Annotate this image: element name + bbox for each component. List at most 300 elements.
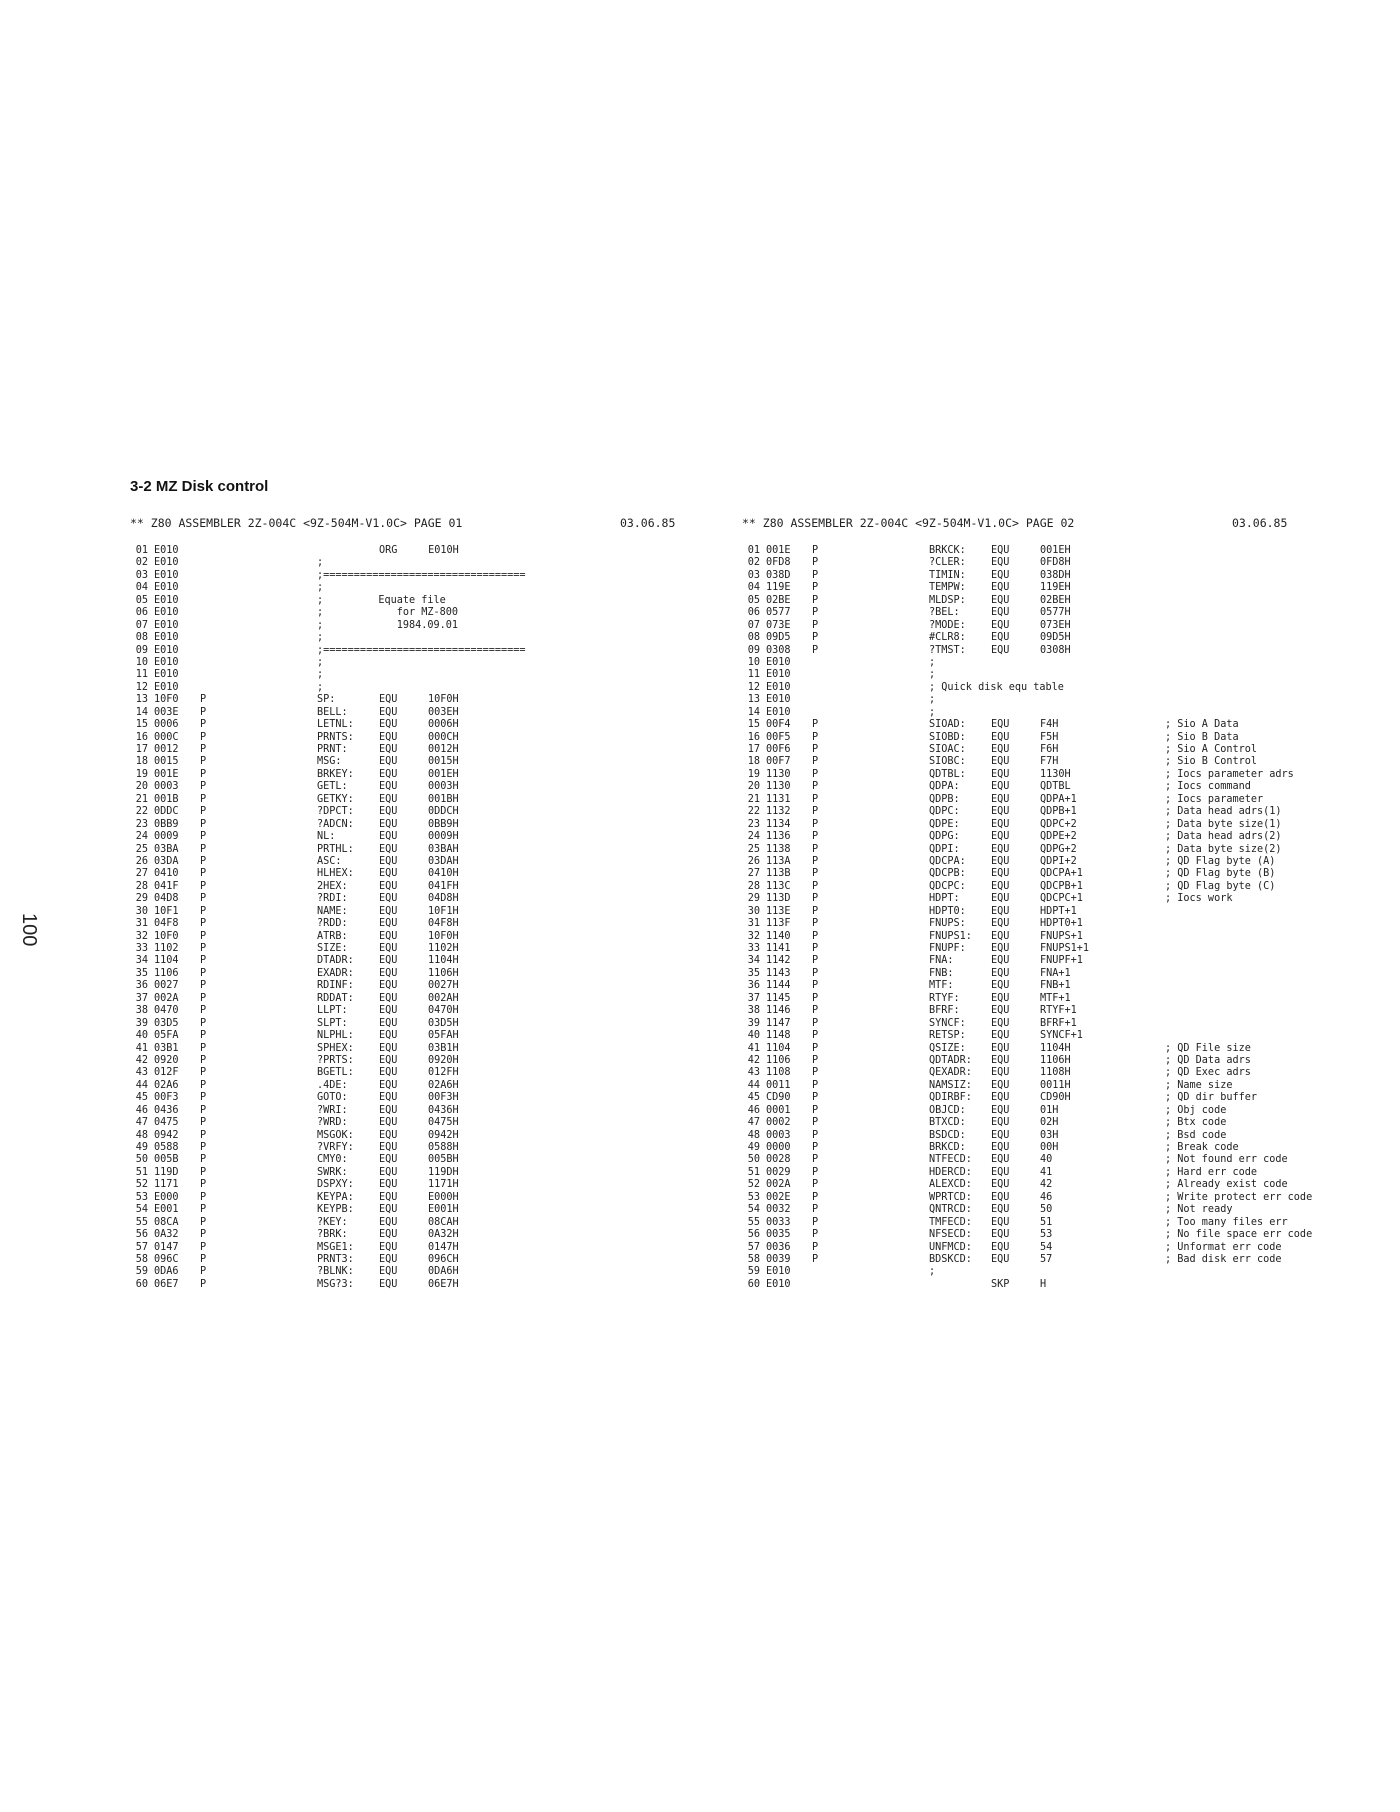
address: 001E [154,768,179,780]
code-line [742,1241,1282,1254]
opcode: EQU [379,868,398,880]
page-flag: P [812,1017,819,1029]
code-line [130,1117,459,1129]
label: HDERCD: [929,1166,972,1178]
comment: ; Iocs command [1165,781,1251,793]
line-number: 16 [747,731,760,743]
opcode: EQU [379,1191,398,1203]
address: E010 [766,669,791,681]
opcode: EQU [379,855,398,867]
opcode: EQU [379,744,398,755]
operand: 0147H [428,1241,459,1253]
opcode: EQU [379,1142,398,1153]
operand: 02BEH [1040,594,1071,606]
code-line [130,569,526,582]
opcode: EQU [379,880,398,892]
address: 113A [766,855,791,867]
code-line [742,1154,1288,1166]
label: QDCPB: [929,868,966,880]
line-number: 07 [747,619,760,631]
comment: ; Hard err code [1165,1166,1258,1178]
address: 00F4 [766,719,791,731]
page-flag: P [812,756,819,768]
opcode: EQU [991,1229,1010,1241]
address: 0029 [766,1166,791,1178]
operand: H [1040,1278,1047,1290]
line-number: 23 [747,818,760,830]
code-line [742,582,1071,594]
label: ; [929,694,936,706]
listing-page-01 [130,516,676,1291]
comment: ; Iocs parameter [1165,793,1264,805]
page-flag: P [200,930,207,942]
opcode: EQU [991,731,1010,743]
label: ATRB: [317,930,348,942]
page-flag: P [812,793,819,805]
address: 09D5 [766,632,791,644]
comment: ; Btx code [1165,1117,1227,1129]
label: BRKCK: [929,545,966,556]
address: 1141 [766,943,791,954]
address: 041F [154,880,179,892]
operand: 03BAH [428,843,459,855]
label: KEYPB: [317,1204,354,1216]
label: FNUPF: [929,943,966,954]
opcode: EQU [379,1117,398,1129]
label: UNFMCD: [929,1241,972,1253]
operand: 10F0H [428,694,459,706]
comment: ; QD Flag byte (C) [1165,880,1276,892]
label: ; [929,706,936,718]
address: 03BA [154,843,179,855]
operand: 1104H [428,955,459,967]
line-number: 28 [747,880,760,892]
operand: 0003H [428,781,459,793]
opcode: EQU [991,1104,1010,1116]
operand: 001EH [428,768,459,780]
page-flag: P [812,632,819,644]
opcode: EQU [991,806,1010,818]
code-line [742,880,1276,893]
page-flag: P [812,992,819,1004]
label: KEYPA: [317,1191,354,1203]
code-line [130,1030,459,1042]
address: E010 [766,706,791,718]
operand: 42 [1040,1179,1053,1191]
address: 10F0 [154,694,179,706]
label: ?ADCN: [317,818,354,830]
address: 113F [766,918,791,930]
label: SIOAC: [929,744,966,755]
code-line [130,656,324,669]
page-flag: P [200,1092,207,1104]
operand: F5H [1040,731,1059,743]
code-line [130,1129,459,1142]
opcode: SKP [991,1278,1010,1290]
line-number: 35 [747,967,760,979]
address: 1171 [154,1179,179,1191]
code-line [130,781,459,793]
opcode: EQU [991,868,1010,880]
line-number: 14 [135,706,148,718]
label: NFSECD: [929,1229,972,1241]
opcode: EQU [991,569,1010,581]
opcode: EQU [991,1030,1010,1042]
operand: QDCPC+1 [1040,893,1083,905]
address: 03D5 [154,1017,179,1029]
opcode: EQU [991,1253,1010,1265]
page-flag: P [812,980,819,992]
label: RTYF: [929,992,960,1004]
label: QDPE: [929,818,960,830]
operand: 001EH [1040,545,1071,556]
header-date: 03.06.85 [1232,516,1288,530]
address: 0028 [766,1154,791,1166]
address: 1102 [154,943,179,954]
code-line [130,955,459,967]
line-number: 05 [747,594,760,606]
code-line [130,831,459,843]
operand: 08CAH [428,1216,459,1228]
label: MSGE1: [317,1241,354,1253]
label: OBJCD: [929,1104,966,1116]
line-number: 39 [135,1017,148,1029]
label: QDCPC: [929,880,966,892]
line-number: 59 [747,1266,760,1278]
page-flag: P [812,1216,819,1228]
code-line [130,930,459,943]
address: 0032 [766,1204,791,1216]
line-number: 41 [135,1042,148,1054]
opcode: EQU [379,1266,398,1278]
label: ; for MZ-800 [317,607,459,619]
code-line [130,1278,459,1291]
page-flag: P [200,781,207,793]
opcode: EQU [991,1129,1010,1141]
code-line [130,1054,459,1067]
address: 002A [154,992,179,1004]
code-line [742,1092,1258,1104]
listing-page-02 [742,516,1313,1291]
label: ; 1984.09.01 [317,619,459,631]
label: ?BRK: [317,1229,348,1241]
operand: 0588H [428,1142,459,1153]
address: 00F6 [766,744,791,755]
label: ; [317,557,324,569]
operand: 1130H [1040,768,1071,780]
line-number: 23 [135,818,148,830]
address: 1131 [766,793,791,805]
label: ; [317,582,324,594]
code-line [742,1017,1077,1030]
operand: 002AH [428,992,459,1004]
label: BTXCD: [929,1117,966,1129]
address: 0588 [154,1142,179,1153]
listing-rows [130,545,526,1291]
operand: FNB+1 [1040,980,1071,992]
page-flag: P [200,1117,207,1129]
address: 1132 [766,806,791,818]
comment: ; Sio A Control [1165,744,1258,755]
line-number: 59 [135,1266,148,1278]
address: 113E [766,905,791,917]
label: SWRK: [317,1166,348,1178]
address: 0DDC [154,806,179,818]
operand: 1102H [428,943,459,954]
label: TIMIN: [929,569,966,581]
line-number: 36 [135,980,148,992]
page-flag: P [812,1030,819,1042]
operand: 0DDCH [428,806,459,818]
label: QDTADR: [929,1054,972,1066]
page-flag: P [812,943,819,954]
code-line [742,756,1258,768]
code-line [742,1191,1313,1204]
code-line [130,1154,459,1166]
code-line [130,632,324,644]
page-flag: P [812,781,819,793]
operand: 0410H [428,868,459,880]
line-number: 27 [747,868,760,880]
operand: F6H [1040,744,1059,755]
line-number: 53 [747,1191,760,1203]
code-line [130,992,459,1005]
page-flag: P [200,1054,207,1066]
line-number: 41 [747,1042,760,1054]
line-number: 01 [747,545,760,556]
address: E010 [766,1266,791,1278]
operand: 0436H [428,1104,459,1116]
comment: ; Sio B Data [1165,731,1239,743]
operand: HDPT+1 [1040,905,1077,917]
page-flag: P [812,1154,819,1166]
address: 0006 [154,719,179,731]
address: 1130 [766,768,791,780]
code-line [130,1042,459,1055]
line-number: 07 [135,619,148,631]
address: 0147 [154,1241,179,1253]
listing-header [130,516,676,530]
line-number: 13 [135,694,148,706]
operand: QDPA+1 [1040,793,1077,805]
operand: F7H [1040,756,1059,768]
address: 0036 [766,1241,791,1253]
page-flag: P [812,719,819,731]
opcode: EQU [991,1079,1010,1091]
page-flag: P [200,1017,207,1029]
operand: 096CH [428,1253,459,1265]
opcode: EQU [379,1229,398,1241]
label: DSPXY: [317,1179,354,1191]
opcode: EQU [991,843,1010,855]
comment: ; No file space err code [1165,1229,1313,1241]
page-flag: P [200,1166,207,1178]
operand: 03DAH [428,855,459,867]
address: 0001 [766,1104,791,1116]
page-flag: P [812,843,819,855]
code-line [130,694,459,706]
opcode: EQU [991,582,1010,594]
comment: ; Unformat err code [1165,1241,1282,1253]
address: 1148 [766,1030,791,1042]
code-line [742,706,936,719]
page-flag: P [200,1278,207,1290]
address: E000 [154,1191,179,1203]
code-line [742,1278,1047,1291]
operand: 0011H [1040,1079,1071,1091]
operand: 01H [1040,1104,1059,1116]
operand: QDPE+2 [1040,831,1077,843]
code-line [130,843,459,856]
line-number: 26 [135,855,148,867]
page-flag: P [812,1104,819,1116]
page-flag: P [812,644,819,656]
page-number: 100 [18,913,40,947]
code-line [130,1067,459,1079]
opcode: EQU [991,1005,1010,1017]
label: QSIZE: [929,1042,966,1054]
comment: ; Bad disk err code [1165,1253,1282,1265]
label: CMY0: [317,1154,348,1166]
comment: ; QD Exec adrs [1165,1067,1251,1079]
page-flag: P [812,918,819,930]
page-flag: P [200,1104,207,1116]
code-line [130,731,459,744]
operand: HDPT0+1 [1040,918,1083,930]
operand: 0A32H [428,1229,459,1241]
code-line [742,1079,1233,1092]
line-number: 30 [747,905,760,917]
address: 1138 [766,843,791,855]
opcode: EQU [991,619,1010,631]
label: FNUPS: [929,918,966,930]
code-line [130,756,459,768]
code-line [742,669,936,681]
address: E010 [154,594,179,606]
label: PRNTS: [317,731,354,743]
address: E010 [766,681,791,693]
address: 1104 [766,1042,791,1054]
line-number: 02 [747,557,760,569]
code-line [130,967,459,980]
opcode: EQU [991,1142,1010,1153]
page-flag: P [200,1229,207,1241]
code-line [130,1166,459,1179]
opcode: EQU [991,905,1010,917]
operand: 03B1H [428,1042,459,1054]
line-number: 56 [135,1229,148,1241]
page-flag: P [200,1042,207,1054]
comment: ; Bsd code [1165,1129,1227,1141]
line-number: 56 [747,1229,760,1241]
code-line [742,1117,1227,1129]
address: 1146 [766,1005,791,1017]
address: E010 [154,569,179,581]
label: QDPG: [929,831,960,843]
line-number: 19 [135,768,148,780]
header-text: ** Z80 ASSEMBLER 2Z-004C <9Z-504M-V1.0C> PAGE 01 [130,516,463,530]
label: SP: [317,694,336,706]
opcode: EQU [379,918,398,930]
address: E010 [154,545,179,556]
operand: 00F3H [428,1092,459,1104]
page-flag: P [200,831,207,843]
line-number: 50 [747,1154,760,1166]
address: 0003 [766,1129,791,1141]
code-line [742,545,1071,557]
comment: ; Not found err code [1165,1154,1288,1166]
opcode: EQU [991,744,1010,755]
line-number: 29 [135,893,148,905]
operand: 05FAH [428,1030,459,1042]
opcode: EQU [991,793,1010,805]
operand: 0942H [428,1129,459,1141]
label: BELL: [317,706,348,718]
operand: 038DH [1040,569,1071,581]
operand: 012FH [428,1067,459,1079]
operand: 04D8H [428,893,459,905]
code-line [130,768,459,781]
opcode: EQU [379,1067,398,1079]
opcode: EQU [379,1092,398,1104]
comment: ; Data head adrs(2) [1165,831,1282,843]
page-flag: P [812,893,819,905]
line-number: 44 [135,1079,148,1091]
code-line [742,793,1264,806]
operand: 0027H [428,980,459,992]
opcode: EQU [379,694,398,706]
code-line [130,1229,459,1241]
operand: 03H [1040,1129,1059,1141]
operand: 02H [1040,1117,1059,1129]
address: E010 [154,619,179,631]
address: 0027 [154,980,179,992]
address: 1106 [766,1054,791,1066]
line-number: 27 [135,868,148,880]
operand: 10F0H [428,930,459,942]
opcode: EQU [991,781,1010,793]
page-flag: P [812,955,819,967]
line-number: 18 [135,756,148,768]
code-line [130,1241,459,1254]
line-number: 22 [747,806,760,818]
operand: 0475H [428,1117,459,1129]
opcode: EQU [379,793,398,805]
opcode: EQU [379,1104,398,1116]
opcode: EQU [991,855,1010,867]
line-number: 34 [135,955,148,967]
label: ?WRD: [317,1117,348,1129]
page-flag: P [812,731,819,743]
page-flag: P [200,943,207,954]
line-number: 47 [747,1117,760,1129]
page-flag: P [200,768,207,780]
line-number: 54 [747,1204,760,1216]
comment: ; QD Flag byte (B) [1165,868,1276,880]
line-number: 24 [135,831,148,843]
operand: 54 [1040,1241,1053,1253]
opcode: EQU [379,980,398,992]
address: 0DA6 [154,1266,179,1278]
label: ;================================= [317,569,526,581]
page-flag: P [812,1191,819,1203]
operand: 001BH [428,793,459,805]
line-number: 52 [747,1179,760,1191]
code-line [130,980,459,992]
line-number: 43 [747,1067,760,1079]
page-flag: P [812,905,819,917]
address: 001E [766,545,791,556]
